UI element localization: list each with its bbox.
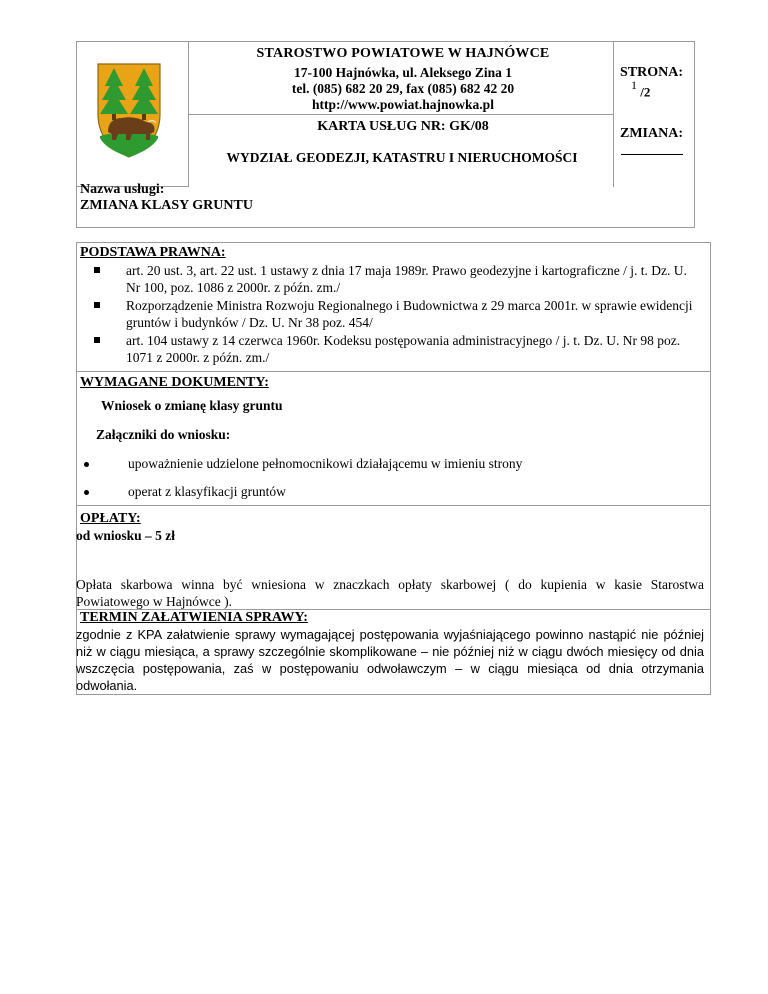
fee-note: Opłata skarbowa winna być wniesiona w znaczkach opłaty skarbowej ( do kupienia w kasie Starostwa Powiatowego w Hajnówce ). — [76, 577, 704, 609]
required-documents-heading: WYMAGANE DOKUMENTY: — [80, 375, 269, 390]
department-name: WYDZIAŁ GEODEZJI, KATASTRU I NIERUCHOMOŚCI — [226, 150, 578, 165]
institution-address: 17-100 Hajnówka, ul. Aleksego Zina 1 — [294, 65, 512, 80]
institution-phone: tel. (085) 682 20 29, fax (085) 682 42 20 — [291, 81, 515, 96]
list-item — [92, 332, 704, 366]
bullet-icon — [84, 462, 89, 467]
change-label: ZMIANA: — [620, 126, 683, 141]
legal-basis-list — [92, 262, 704, 367]
bullet-icon — [84, 490, 89, 495]
attachment-item: operat z klasyfikacji gruntów — [128, 484, 286, 499]
legal-basis-item: Rozporządzenie Ministra Rozwoju Regionalnego i Budownictwa z 29 marca 2001r. w sprawie ewidencji gruntów i budynków / Dz. U. Nr 38 poz. 454/ — [126, 298, 693, 330]
deadline-text: zgodnie z KPA załatwienie sprawy wymagającej postępowania wyjaśniającego powinno nastąpić nie później niż w ciągu miesiąca, a sprawy szczególnie skomplikowane – nie później niż w ciągu dwóch miesięcy od dnia wszczęcia postępowania, zaś w postępowaniu odwoławczym – w ciągu miesiąca od dnia otrzymania odwołania. — [76, 627, 704, 693]
page-label: STRONA: — [620, 65, 684, 80]
legal-basis-heading: PODSTAWA PRAWNA: — [80, 245, 226, 260]
legal-basis-item: art. 20 ust. 3, art. 22 ust. 1 ustawy z dnia 17 maja 1989r. Prawo geodezyjne i kartograficzne / j. t. Dz. U. Nr 100, poz. 1086 z 2000r. z późn. zm./ — [126, 263, 687, 295]
attachments-label: Załączniki do wniosku: — [96, 427, 231, 442]
divider — [76, 371, 711, 372]
square-bullet-icon — [94, 302, 100, 308]
service-card-number: KARTA USŁUG NR: GK/08 — [317, 119, 489, 134]
deadline-heading: TERMIN ZAŁATWIENIA SPRAWY: — [80, 610, 308, 625]
application-name: Wniosek o zmianę klasy gruntu — [101, 398, 283, 413]
service-name: ZMIANA KLASY GRUNTU — [80, 198, 253, 213]
page-number — [631, 80, 650, 100]
divider — [76, 505, 711, 506]
legal-basis-item: art. 104 ustawy z 14 czerwca 1960r. Kodeksu postępowania administracyjnego / j. t. Dz. U. Nr 98 poz. 1071 z 2000r. z późn. zm./ — [126, 333, 681, 365]
coat-of-arms-logo — [96, 62, 162, 158]
list-item — [92, 297, 704, 331]
divider — [188, 114, 613, 115]
square-bullet-icon — [94, 337, 100, 343]
institution-website[interactable]: http://www.powiat.hajnowka.pl — [312, 97, 494, 112]
institution-name: STAROSTWO POWIATOWE W HAJNÓWCE — [256, 46, 550, 61]
service-label: Nazwa usługi: — [80, 182, 165, 197]
fee-amount: od wniosku – 5 zł — [76, 528, 176, 543]
page-current: 1 — [631, 78, 637, 92]
attachment-item: upoważnienie udzielone pełnomocnikowi działającemu w imieniu strony — [128, 456, 523, 471]
page-total: /2 — [640, 84, 651, 100]
list-item — [92, 262, 704, 296]
fees-heading: OPŁATY: — [80, 511, 141, 526]
change-blank-line — [621, 154, 683, 155]
square-bullet-icon — [94, 267, 100, 273]
